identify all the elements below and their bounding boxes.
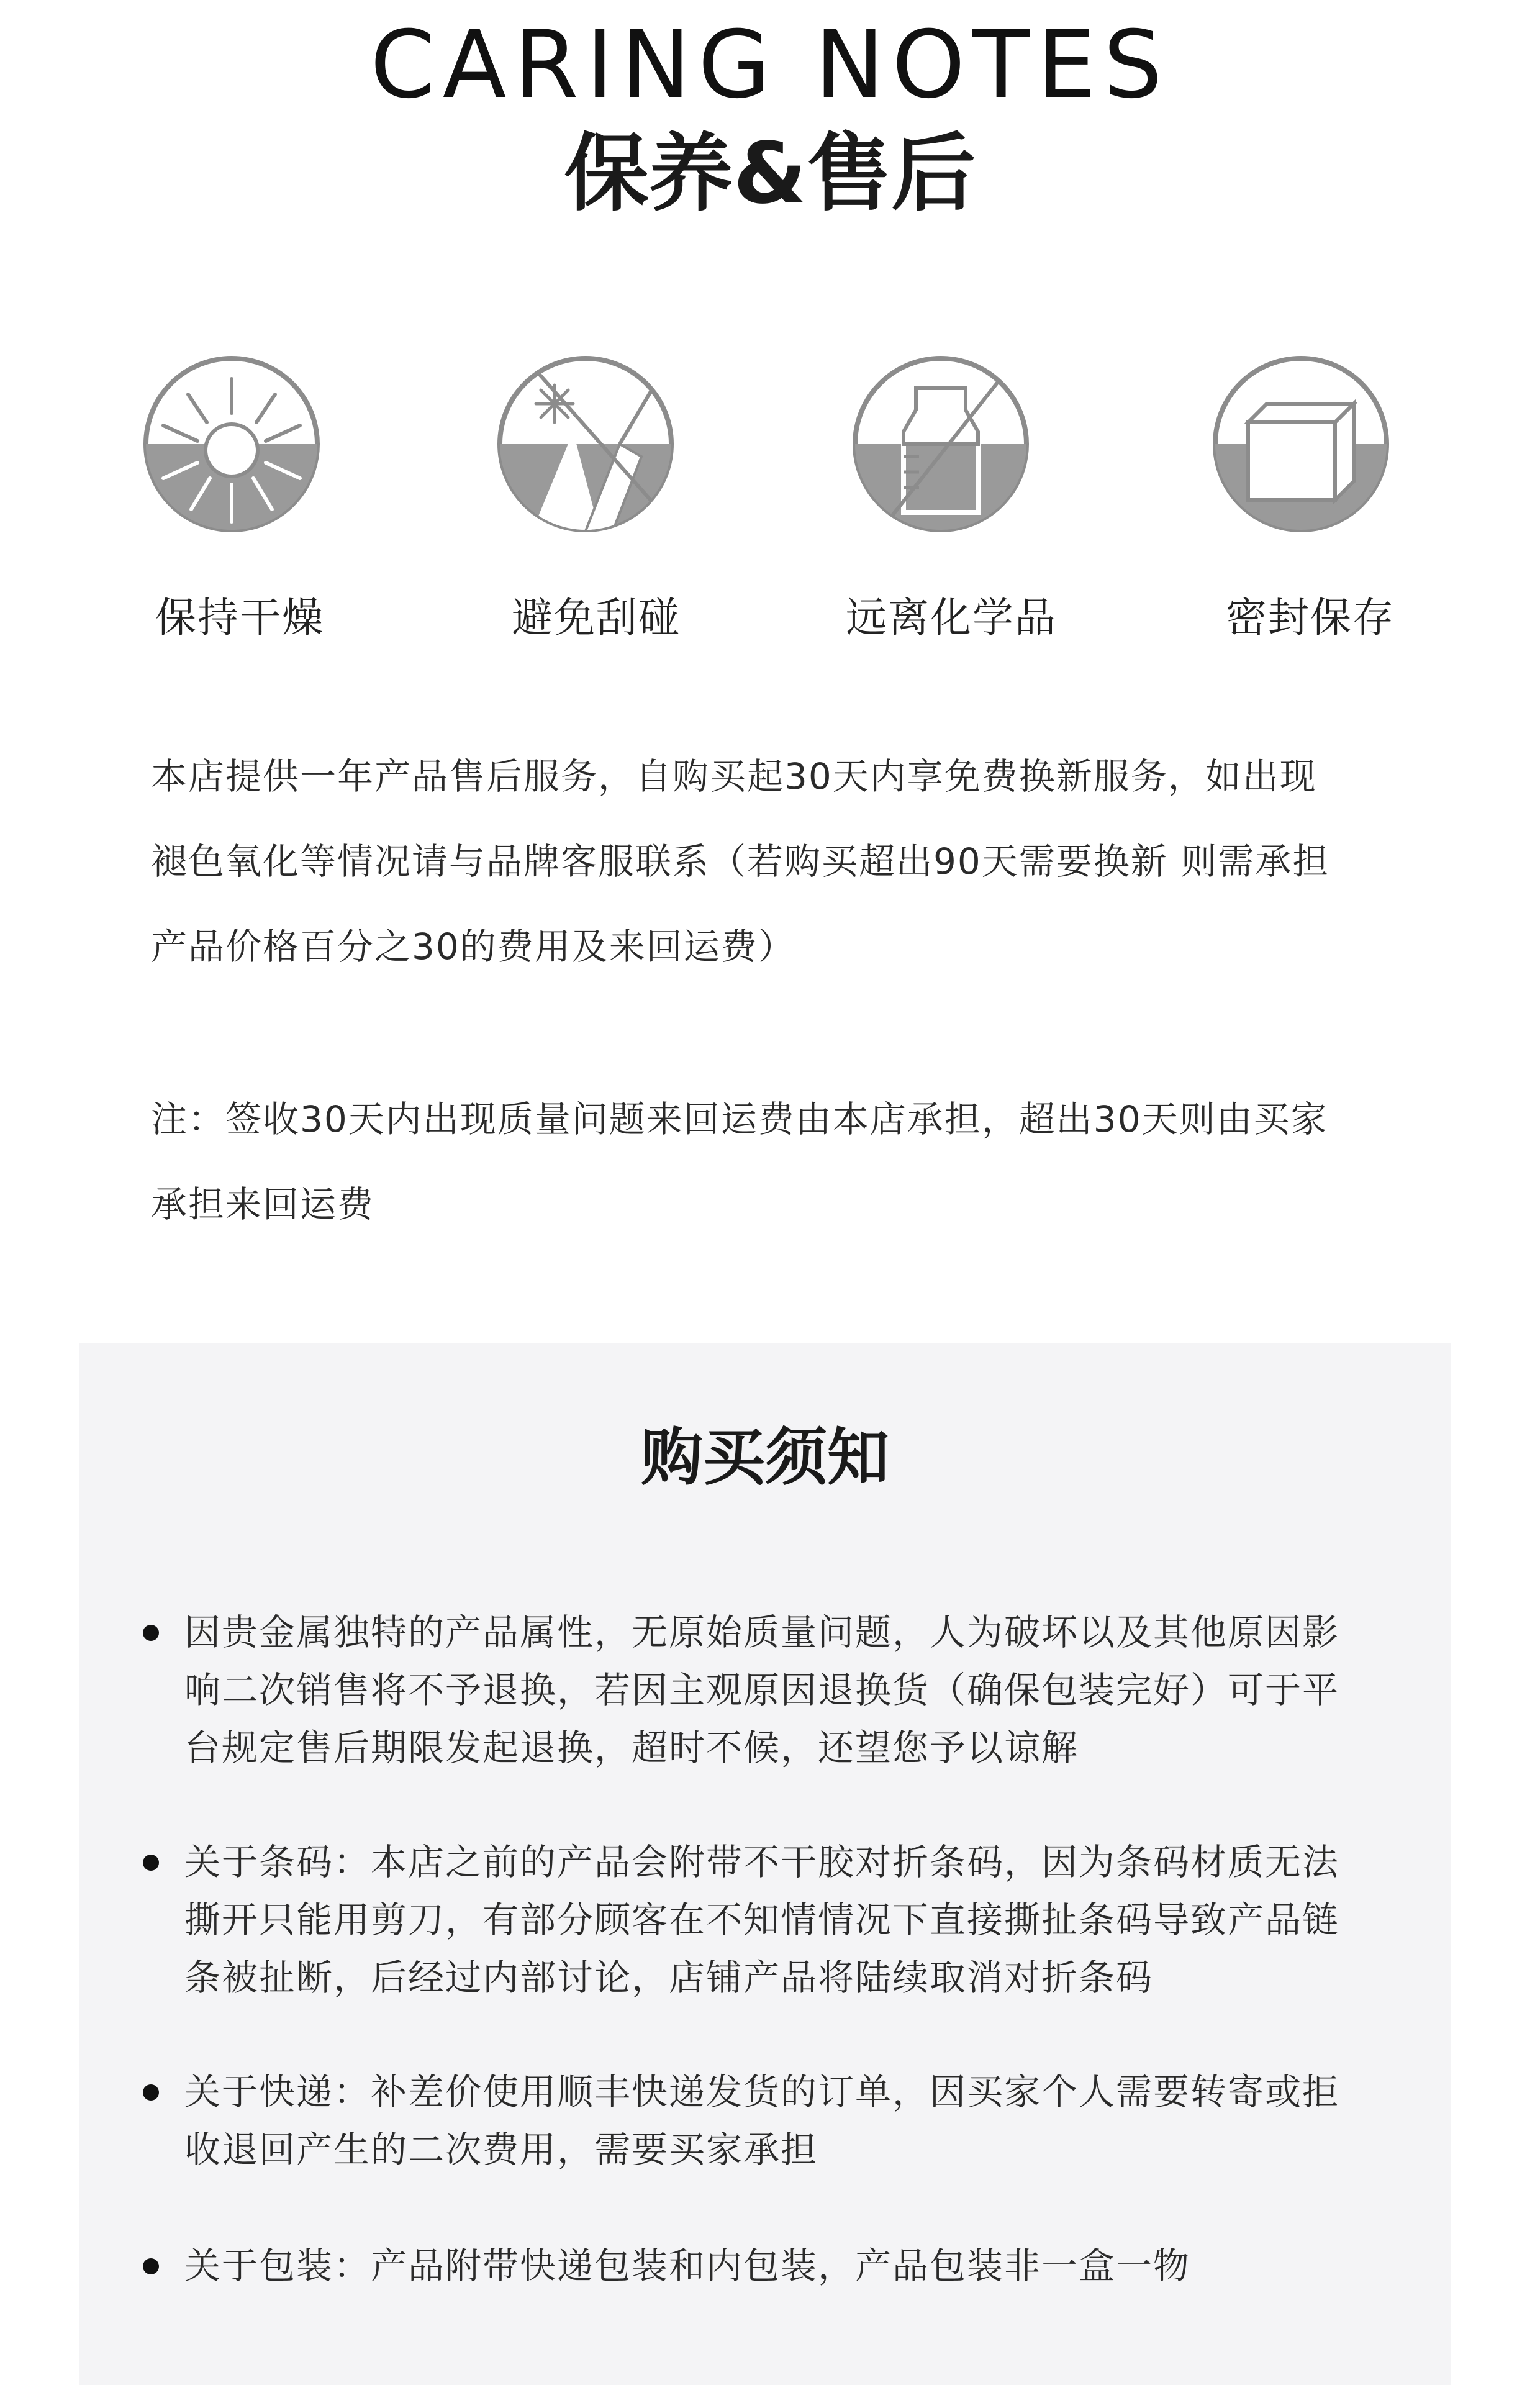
care-icons-row: [0, 351, 1540, 550]
paragraph-line: 本店提供一年产品售后服务，自购买起30天内享免费换新服务，如出现: [151, 755, 1317, 797]
bullet-dot: [143, 2084, 159, 2101]
purchase-notice-panel: [79, 1343, 1451, 2385]
notice-item-text: [184, 1833, 1426, 2007]
notice-title: 购买须知: [641, 1421, 889, 1494]
notice-item-text: [184, 2237, 1426, 2295]
notice-line: 关于快递：补差价使用顺丰快递发货的订单，因买家个人需要转寄或拒: [184, 2071, 1340, 2113]
bullet-dot: [143, 1855, 159, 1871]
bullet-dot: [143, 1625, 159, 1641]
notice-item-text: [184, 2063, 1426, 2179]
notice-line: 台规定售后期限发起退换，超时不候，还望您予以谅解: [184, 1727, 1079, 1769]
paragraph-line: 承担来回运费: [151, 1183, 375, 1225]
sun-icon: [138, 351, 325, 537]
care-label-dry: 保持干燥: [155, 594, 324, 642]
care-label-sealed: 密封保存: [1226, 594, 1395, 642]
notice-line: 撕开只能用剪刀，有部分顾客在不知情情况下直接撕扯条码导致产品链: [184, 1899, 1340, 1941]
sealed-box-icon: [1208, 351, 1394, 537]
notice-line: 因贵金属独特的产品属性，无原始质量问题，人为破坏以及其他原因影: [184, 1611, 1340, 1653]
bullet-dot: [143, 2258, 159, 2274]
scratch-icon: [492, 351, 679, 537]
notice-item-text: [184, 1604, 1426, 1777]
care-label-chemicals: 远离化学品: [846, 594, 1057, 642]
paragraph-line: 注：签收30天内出现质量问题来回运费由本店承担，超出30天则由买家: [151, 1098, 1328, 1140]
paragraph-line: 褪色氧化等情况请与品牌客服联系（若购买超出90天需要换新 则需承担: [151, 840, 1330, 883]
notice-line: 收退回产生的二次费用，需要买家承担: [184, 2128, 818, 2171]
note-paragraph: [151, 1077, 1393, 1247]
notice-line: 关于包装：产品附带快递包装和内包装，产品包装非一盒一物: [184, 2245, 1191, 2287]
chemical-bottle-icon: [848, 351, 1034, 537]
page-title-en: CARING NOTES: [370, 11, 1170, 119]
paragraph-line: 产品价格百分之30的费用及来回运费）: [151, 925, 795, 968]
notice-line: 响二次销售将不予退换，若因主观原因退换货（确保包装完好）可于平: [184, 1669, 1340, 1711]
care-label-scratch: 避免刮碰: [512, 594, 681, 642]
notice-line: 关于条码：本店之前的产品会附带不干胶对折条码，因为条码材质无法: [184, 1841, 1340, 1883]
page-title-cn: 保养&售后: [564, 125, 976, 223]
notice-line: 条被扯断，后经过内部讨论，店铺产品将陆续取消对折条码: [184, 1956, 1154, 1999]
service-paragraph: [151, 734, 1393, 989]
